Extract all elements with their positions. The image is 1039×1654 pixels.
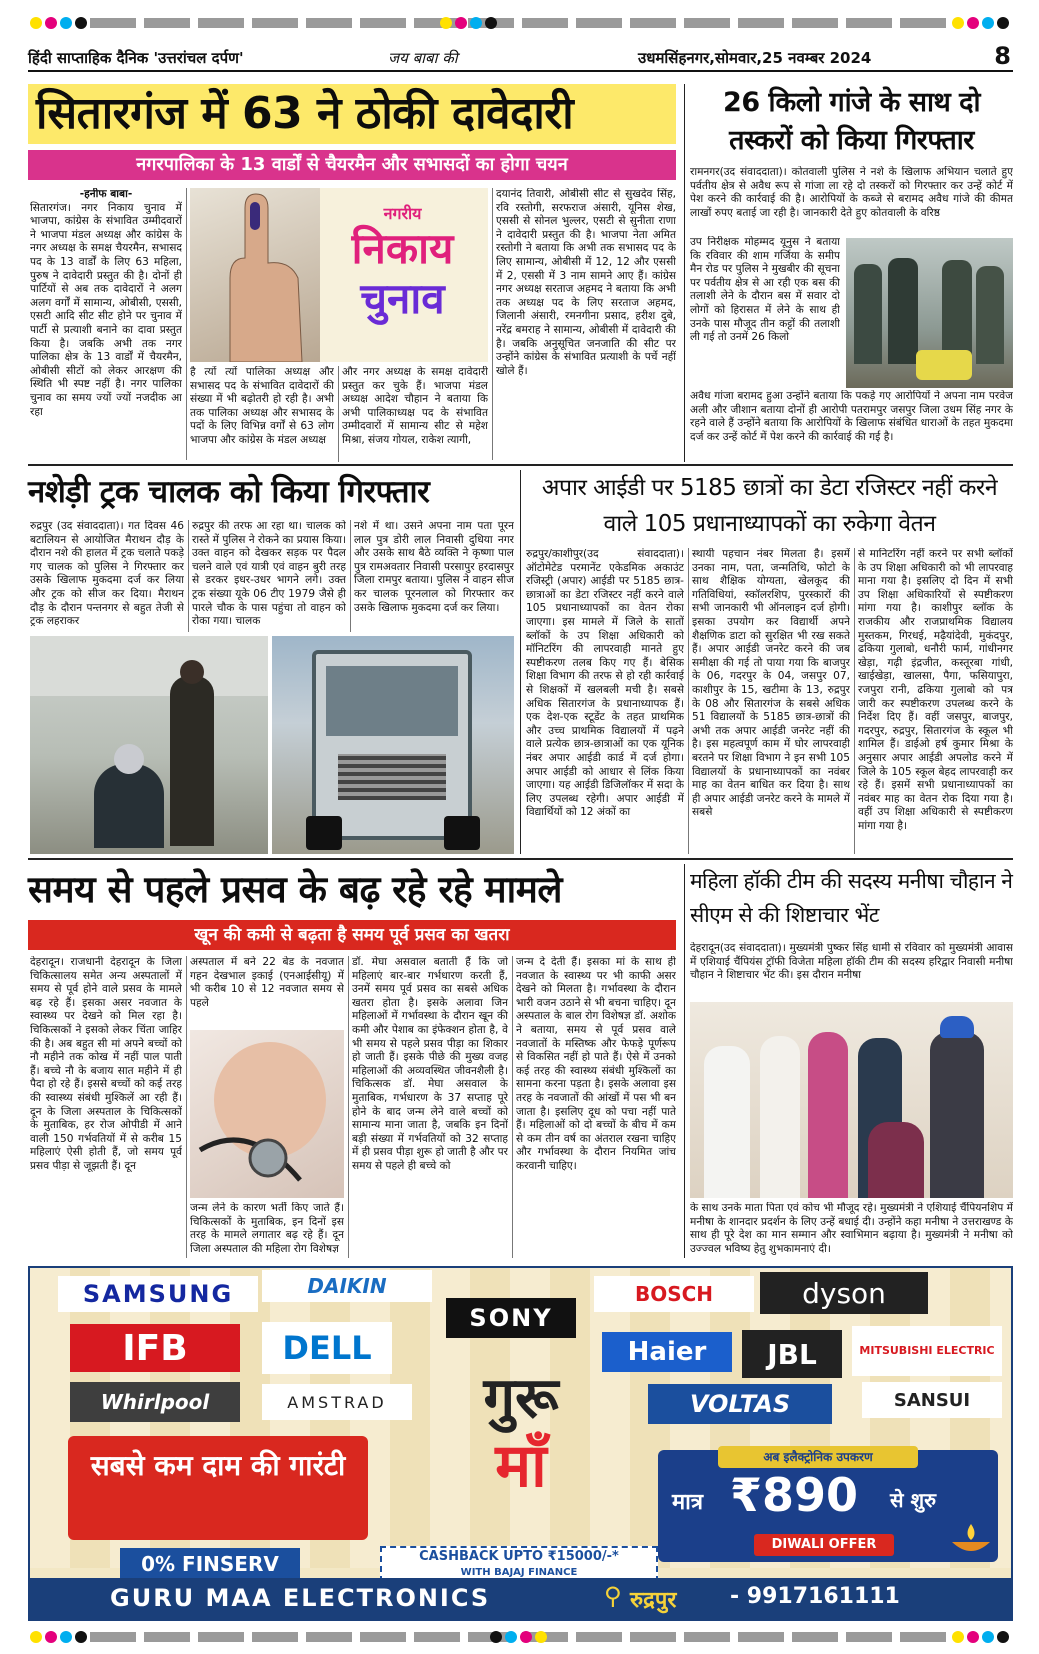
divider bbox=[350, 520, 351, 632]
s1-subheadline: नगरपालिका के 13 वार्डों से चैयरमैन और सभासदों का होगा चयन bbox=[28, 150, 676, 180]
s5-column-2a: अस्पताल में बने 22 बेड के नवजात गहन देखभाल इकाई (एनआईसीयू) में भी करीब 10 से 12 नवजात समय से पहले bbox=[190, 956, 344, 1009]
s3-column-2: रुद्रपुर की तरफ आ रहा था। चालक को रास्ते में पुलिस ने रोकने का प्रयास किया। उक्त वाहन को देखकर सड़क पर पैदल चलने वाले एवं यात्री एवं वाहन बुरी तरह से डरकर इधर-उधर भागने लगे। उक्त ट्रक संख्या यूके 06 टीए 1979 जैसे ही पारले चौक के पास पहुंचा तो वाहन को रोका गया। चालक bbox=[192, 520, 346, 628]
registration-bar-top bbox=[0, 12, 1039, 34]
s3-truck-photo bbox=[272, 636, 514, 854]
cashback-line-1: CASHBACK UPTO ₹15000/-* bbox=[419, 1549, 619, 1564]
poster-line-1: नगरीय bbox=[383, 204, 422, 223]
poster-line-3: चुनाव bbox=[360, 274, 445, 323]
logo-line-1: गुरू bbox=[483, 1365, 559, 1431]
s4-column-3: से मानिटरिंग नहीं करने पर सभी ब्लॉकों के उप शिक्षा अधिकारी को भी लापरवाह माना गया है। इसलिए दो दिन में सभी उप शिक्षा अधिकारियों से स्पष्टीकरण मांगा गया है। काशीपुर ब्लॉक के राजकीय और राजप्राथमिक विद्यालय मुस्तकम, गिरधई, मढ़ैयांदेवी, मुकंदपुर, ढकिया गुलाबो, धनौरी फार्म, गांधीनगर खेड़ा, गढ़ी इंद्रजीत, कस्तूरबा गांधी, खाईखेड़ा, खालसा, पैगा, फसियापुरा, रजपुरा रानी, ढकिया गुलाबो को पत्र जारी कर स्पष्टीकरण उपलब्ध करने के निर्देश दिए हैं। वहीं जसपुर, बाजपुर, गदरपुर, रुद्रपुर, सितारगंज के स्कूल भी शामिल हैं। डाईओ हर्ष कुमार मिश्रा के अनुसार अपार आईडी अपलोड करने में जिले के 105 स्कूल बेहद लापरवाही कर रहे हैं। इसमें सभी प्रधानाध्यापकों का नवंबर माह का वेतन रोक दिया गया है। वहीं उप शिक्षा अधिकारी से स्पष्टीकरण मांगा गया है। bbox=[858, 548, 1013, 832]
divider bbox=[186, 956, 187, 1258]
diya-icon bbox=[948, 1522, 994, 1558]
s1-col1-text: सितारगंज। नगर निकाय चुनाव में भाजपा, कांग्रेस के संभावित उम्मीदवारों ने भाजपा मंडल अध्यक्ष और कांग्रेस के नगर अध्यक्ष के समक्ष चैयरमैन, सभासद पद के 13 वार्डों के लिए 63 महिला, पुरुष ने दावेदारी प्रस्तुत की है। दोनों ही पार्टियों से अब तक दावेदारों ने अलग अलग वर्गों में सामान्य, ओबीसी, एससी, एसटी आदि सीट सीट होने पर चुनाव में पार्टी से प्रत्याशी बनाने का दावा प्रस्तुत किया है। जबकि अभी तक नगर पालिका क्षेत्र के 13 वार्डों में चैयरमैन, ओबीसी सीटों को लेकर आरक्षण की स्थिति भी स्पष्ट नहीं है। नगर पालिका चुनाव का समय ज्यों ज्यों नजदीक आ रहा bbox=[30, 201, 182, 418]
s5-column-3: डॉ. मेघा असवाल बताती हैं कि जो महिलाएं बार-बार गर्भधारण करती हैं, उनमें समय पूर्व प्रसव का सबसे अधिक खतरा होता है। इसके अलावा जिन महिलाओं में गर्भावस्था के दौरान खून की कमी और पेशाब का इंफेक्शन होता है, वे भी समय से पहले प्रसव पीड़ा का शिकार हो जाती हैं। इसके पीछे की मुख्य वजह महिलाओं की अव्यवस्थित जीवनशैली है। चिकित्सक डॉ. मेघा असवाल के मुताबिक, गर्भधारण के 37 सप्ताह पूरे होने के बाद जन्म लेने वाले बच्चों को सामान्य माना जाता है, जबकि इन दिनों बड़ी संख्या में गर्भवतियों को 32 सप्ताह में ही प्रसव पीड़ा शुरू हो जाती है और पर समय से पहले ही बच्चे को bbox=[352, 956, 508, 1172]
s1-byline: -हनीफ बाबा- bbox=[79, 188, 133, 200]
poster-line-2: निकाय bbox=[351, 224, 454, 273]
s5-column-1: देहरादून। राजधानी देहरादून के जिला चिकित्सालय समेत अन्य अस्पतालों में समय से पूर्व होने वाले प्रसव के मामले बढ़ रहे हैं। इसका असर नवजात के स्वास्थ्य पर देखने को मिल रहा है। चिकित्सकों ने इसको लेकर चिंता जाहिर की है। अब बहुत सी मां अपने बच्चों को नौ महीने तक कोख में नहीं पाल पाती हैं। बच्चे नौ के बजाय सात महीने में ही पैदा हो रहे हैं। इससे बच्चों को कई तरह की स्वास्थ्य संबंधी मुश्किलें आ रही हैं। दून के जिला अस्पताल के चिकित्सकों के मुताबिक, हर रोज ओपीडी में आने वाली 150 गर्भवतियों में से करीब 15 महिलाएं ऐसी होती हैं, जो समय पूर्व प्रसव पीड़ा से जूझती हैं। दून bbox=[30, 956, 182, 1172]
s1-column-1 bbox=[30, 188, 182, 460]
s2-police-photo bbox=[846, 238, 1013, 388]
page-number: 8 bbox=[994, 42, 1011, 70]
location-pin-icon: ⚲ bbox=[604, 1582, 622, 1610]
divider bbox=[492, 188, 493, 460]
s3-column-1: रुद्रपुर (उद संवाददाता)। गत दिवस 46 बटालियन से आयोजित मैराथन दौड़ के दौरान नशे की हालत में ट्रक चलाते पकड़े गए चालक को पुलिस ने गिरफ्तार कर उसके खिलाफ मुकदमा दर्ज कर लिया और ट्रक को सीज कर दिया। मैराथन दौड़ के दौरान पन्तनगर से बहुत तेजी से ट्रक लहराकर bbox=[30, 520, 184, 628]
s2-tail: अवैध गांजा बरामद हुआ उन्होंने बताया कि पकड़े गए आरोपियों ने अपना नाम परवेज अली और जीशान बताया दोनों ही आरोपी पतरामपुर जसपुर जिला उधम सिंह नगर के रहने वाले हैं उन्होंने बताया कि आरोपियों के खिलाफ संबंधित धाराओं के तहत मुकदमा दर्ज कर उन्हें कोर्ट में पेश करने की कार्रवाई की गई है। bbox=[690, 390, 1013, 443]
brand-ifb: IFB bbox=[70, 1324, 240, 1372]
s2-column: उप निरीक्षक मोहम्मद यूनुस ने बताया कि रविवार की शाम गर्जिया के समीप मैन रोड पर पुलिस ने मुखबीर की सूचना पर पर्वतीय क्षेत्र से आ रही एक बस की तलाशी लेने के दौरान बस में सवार दो लोगों को हिरासत में लेने के साथ ही उनके पास मौजूद तीन कट्टों की तलाशी ली गई तो उनमें 26 किलो bbox=[690, 236, 840, 344]
brand-samsung: SAMSUNG bbox=[58, 1276, 258, 1312]
s5-column-2b: जन्म लेने के कारण भर्ती किए जाते हैं। चिकित्सकों के मुताबिक, इन दिनों इस तरह के मामले लगातार बढ़ रहे हैं। दून जिला अस्पताल की महिला रोग विशेषज्ञ bbox=[190, 1202, 344, 1255]
brand-jbl: JBL bbox=[742, 1330, 842, 1378]
s5-subheadline: खून की कमी से बढ़ता है समय पूर्व प्रसव का खतरा bbox=[28, 920, 676, 950]
finger-icon bbox=[190, 188, 320, 362]
offer-top-label: अब इलैक्ट्रोनिक उपकरण bbox=[718, 1446, 918, 1468]
section-rule bbox=[28, 464, 1013, 466]
s5-headline: समय से पहले प्रसव के बढ़ रहे रहे मामले bbox=[28, 868, 562, 911]
offer-post: से शुरु bbox=[890, 1488, 937, 1512]
brand-mitsubishi: MITSUBISHI ELECTRIC bbox=[852, 1326, 1002, 1376]
store-footer bbox=[30, 1578, 1011, 1619]
guru-maa-logo bbox=[406, 1366, 636, 1566]
s2-lead: रामनगर(उद संवाददाता)। कोतवाली पुलिस ने नशे के खिलाफ अभियान चलाते हुए पर्वतीय क्षेत्र से अवैध रूप से गांजा ला रहे दो तस्करों को गिरफ्तार कर उन्हें कोर्ट में पेश करने की कार्रवाई की है। आरोपियों के कब्जे से बरामद अवैध गांजे की कीमत लाखों रुपए बताई जा रही है। जानकारी देते हुए कोतवाली के वरिष्ठ bbox=[690, 166, 1013, 219]
s6-lead: देहरादून(उद संवाददाता)। मुख्यमंत्री पुष्कर सिंह धामी से रविवार को मुख्यमंत्री आवास में एशियाई चैंपियंस ट्रॉफी विजेता महिला हॉकी टीम की सदस्य हरिद्वार निवासी मनीषा चौहान ने शिष्टाचार भेंट की। इस दौरान मनीषा bbox=[690, 942, 1013, 982]
masthead bbox=[28, 42, 1013, 72]
s3-headline: नशेड़ी ट्रक चालक को किया गिरफ्तार bbox=[28, 474, 430, 510]
store-city: रुद्रपुर bbox=[630, 1588, 677, 1613]
brand-whirlpool: Whirlpool bbox=[70, 1382, 240, 1422]
s5-column-4: जन्म दे देती हैं। इसका मां के साथ ही नवजात के स्वास्थ्य पर भी काफी असर देखने को मिलता है। गर्भावस्था के दौरान भारी वजन उठाने से भी बचना चाहिए। दून अस्पताल के बाल रोग विशेषज्ञ डॉ. अशोक ने बताया, समय से पूर्व प्रसव वाले नवजातों के मस्तिष्क और फेफड़े पूर्णरूप से विकसित नहीं हो पाते हैं। ऐसे में उनको कई तरह की स्वास्थ्य संबंधी मुश्किलों का सामना करना पड़ता है। इसके अलावा इस तरह के नवजातों की आंखों में पस भी बन जाता है। इसलिए दूध को पचा नहीं पाते हैं। महिलाओं को दो बच्चों के बीच में कम से कम तीन वर्ष का अंतराल रखना चाहिए और गर्भावस्था के दौरान नियमित जांच करवानी चाहिए। bbox=[516, 956, 676, 1172]
s1-column-2: है त्यों त्यों पालिका अध्यक्ष और सभासद पद के संभावित दावेदारों की संख्या में भी बढ़ोतरी हो रही है। अभी तक पालिका अध्यक्ष और सभासद के पदों के लिए विभिन्न वर्गों से 63 लोग भाजपा और कांग्रेस के मंडल अध्यक्ष bbox=[190, 366, 334, 446]
s6-headline: महिला हॉकी टीम की सदस्य मनीषा चौहान ने सीएम से की शिष्टाचार भेंट bbox=[690, 869, 1013, 927]
s6-tail: के साथ उनके माता पिता एवं कोच भी मौजूद रहे। मुख्यमंत्री ने एशियाई चैंपियनशिप में मनीषा के शानदार प्रदर्शन के लिए उन्हें बधाई दी। उन्होंने कहा मनीषा ने उत्तराखण्ड के साथ ही पूरे देश का मान सम्मान और स्वाभिमान बढ़ाया है। मुख्यमंत्री ने मनीषा को उज्ज्वल भविष्य हेतु शुभकामनाएं दी। bbox=[690, 1202, 1013, 1255]
divider bbox=[186, 188, 187, 460]
masthead-center: जय बाबा की bbox=[388, 49, 458, 67]
divider bbox=[854, 548, 855, 854]
s6-cm-meeting-photo bbox=[690, 1002, 1013, 1198]
registration-bar-bottom bbox=[0, 1626, 1039, 1648]
s4-column-2: स्थायी पहचान नंबर मिलता है। इसमें उनका नाम, पता, जन्मतिथि, फोटो के साथ शैक्षिक योग्यता, खेलकूद की गतिविधियां, स्कॉलरशिप, पुरस्कारों की सभी जानकारी भी ऑनलाइन दर्ज होगी। इसका उपयोग कर विद्यार्थी अपने शैक्षणिक डाटा को सुरक्षित भी रख सकते हैं। अपार आईडी जनरेट करने की जब समीक्षा की गई तो पाया गया कि बाजपुर के 06, गदरपुर के 04, जसपुर 07, काशीपुर के 15, खटीमा के 13, रुद्रपुर के 08 और सितारगंज के सबसे अधिक 51 विद्यालयों के 5185 छात्र-छात्रों की अभी तक अपार आईडी जनरेट नहीं की है। इस महत्वपूर्ण काम में घोर लापरवाही बरतने पर शिक्षा विभाग ने इन सभी 105 विद्यालयों के प्रधानाध्यापकों का नवंबर माह का वेतन बाधित कर दिया है। साथ ही अपार आईडी जनरेट करने के मामले में सबसे bbox=[692, 548, 850, 819]
s1-column-4: दयानंद तिवारी, ओबीसी सीट से सुखदेव सिंह, रवि रस्तोगी, सरफराज अंसारी, यूनिस शेख, एससी से सोनल भुल्लर, एसटी से सुनीता राणा ने दावेदारी प्रस्तुत की है। भाजपा नेता अमित रस्तोगी ने बताया कि अभी तक सभासद पद के लिए सामान्य, ओबीसी में 12, 12 और एससी में 2, एससी में 3 नाम सामने आए हैं। कांग्रेस नगर अध्यक्ष सरताज अहमद ने बताया कि अभी तक अध्यक्ष पद के लिए सरताज अहमद, जिलानी अंसारी, रमनगीना प्रसाद, हरीश दुबे, नरेंद्र बमराह ने सामान्य, ओबीसी में दावेदारी की है। जबकि अनुसूचित जनजाति की सीट पर उन्होंने कांग्रेस के संभावित प्रत्याशी के पर्चे नहीं खोले हैं। bbox=[496, 188, 676, 377]
brand-bosch: BOSCH bbox=[594, 1276, 754, 1312]
s1-column-3: और नगर अध्यक्ष के समक्ष दावेदारी प्रस्तुत कर चुके हैं। भाजपा मंडल अध्यक्ष आदेश चौहान ने बताया कि अभी पालिकाध्यक्ष पद के संभावित उम्मीदवारों में सामान्य सीट से महेश मिश्रा, संजय गोयल, राकेश त्यागी, bbox=[342, 366, 488, 446]
brand-sansui: SANSUI bbox=[862, 1382, 1002, 1418]
brand-haier: Haier bbox=[602, 1332, 732, 1372]
divider bbox=[338, 366, 339, 462]
brand-dyson: dyson bbox=[760, 1272, 928, 1314]
divider bbox=[684, 864, 685, 1258]
divider bbox=[512, 956, 513, 1258]
s1-election-poster bbox=[190, 188, 488, 362]
divider bbox=[520, 470, 521, 854]
section-rule bbox=[28, 858, 1013, 860]
inked-finger-image bbox=[190, 188, 320, 362]
logo-line-2: माँ bbox=[495, 1431, 547, 1501]
s3-policeman-photo bbox=[30, 636, 268, 854]
offer-price: ₹890 bbox=[730, 1468, 859, 1522]
s4-column-1: रुद्रपुर/काशीपुर(उद संवाददाता)। ऑटोमेटेड परमानेंट एकेडमिक अकाउंट रजिस्ट्री (अपार) आईडी पर 5185 छात्र-छात्राओं का डेटा रजिस्टर नहीं करने वाले 105 प्रधानाध्यापकों का वेतन रोका जाएगा। इस मामले में जिले के सातों ब्लॉकों के उप शिक्षा अधिकारी को मॉनिटरिंग की लापरवाही मानते हुए स्पष्टीकरण तलब किए गए हैं। बेसिक शिक्षा विभाग की तरफ से हो रही कार्रवाई से शिक्षकों में खलबली मची है। सबसे अधिक सितारगंज के प्रधानाध्यापक हैं। एक देश-एक स्टूडेंट के तहत प्राथमिक और उच्च प्राथमिक विद्यालयों में पढ़ने वाले प्रत्येक छात्र-छात्राओं का एक यूनिक नंबर अपार आईडी कार्ड में दर्ज होगा। अपार आईडी को आधार से लिंक किया जाएगा। यह आईडी डिजिलॉकर में सदा के लिए उपलब्ध रहेगी। अपार आईडी में विद्यार्थियों को 12 अंकों का bbox=[526, 548, 684, 819]
brand-amstrad: AMSTRAD bbox=[262, 1384, 412, 1420]
s3-column-3: नशे में था। उसने अपना नाम पता पूरन लाल पुत्र डोरी लाल निवासी दुधिया नगर और उसके साथ बैठे व्यक्ति ने कृष्णा पाल पुत्र रामअवतार निवासी परसापुर हरदासपुर जिला रामपुर बताया। पुलिस ने वाहन सीज कर चालक पूरनलाल को गिरफ्तार कर उसके खिलाफ मुकदमा दर्ज कर लिया। bbox=[354, 520, 514, 614]
store-name: GURU MAA ELECTRONICS bbox=[110, 1584, 491, 1612]
brand-voltas: VOLTAS bbox=[648, 1384, 832, 1424]
divider bbox=[348, 956, 349, 1258]
brand-daikin: DAIKIN bbox=[262, 1270, 432, 1302]
s1-headline: सितारगंज में 63 ने ठोकी दावेदारी bbox=[28, 84, 676, 144]
store-phone: - 9917161111 bbox=[730, 1584, 900, 1609]
divider bbox=[684, 84, 685, 462]
diwali-offer-label: DIWALI OFFER bbox=[754, 1534, 894, 1556]
s4-headline: अपार आईडी पर 5185 छात्रों का डेटा रजिस्टर नहीं करने वाले 105 प्रधानाध्यापकों का रुकेगा वेतन bbox=[541, 475, 998, 537]
brand-dell: DELL bbox=[262, 1322, 392, 1374]
divider bbox=[688, 548, 689, 854]
offer-panel bbox=[658, 1450, 998, 1562]
dateline: उधमसिंहनगर,सोमवार,25 नवम्बर 2024 bbox=[638, 49, 872, 67]
cashback-strip bbox=[380, 1546, 658, 1582]
paper-name: हिंदी साप्ताहिक दैनिक 'उत्तरांचल दर्पण' bbox=[28, 49, 244, 67]
offer-pre: मात्र bbox=[672, 1490, 703, 1515]
brand-sony: SONY bbox=[446, 1298, 576, 1338]
s2-headline: 26 किलो गांजे के साथ दो तस्करों को किया गिरफ्तार bbox=[723, 87, 980, 156]
cashback-line-2: WITH BAJAJ FINANCE bbox=[460, 1567, 578, 1578]
price-guarantee-badge: सबसे कम दाम की गारंटी bbox=[68, 1436, 368, 1540]
guru-maa-advertisement bbox=[28, 1266, 1013, 1621]
stethoscope-icon bbox=[190, 1030, 344, 1198]
s5-stethoscope-photo bbox=[190, 1030, 344, 1198]
divider bbox=[188, 520, 189, 632]
bajaj-finserv-badge: 0% FINSERV bbox=[120, 1548, 300, 1580]
